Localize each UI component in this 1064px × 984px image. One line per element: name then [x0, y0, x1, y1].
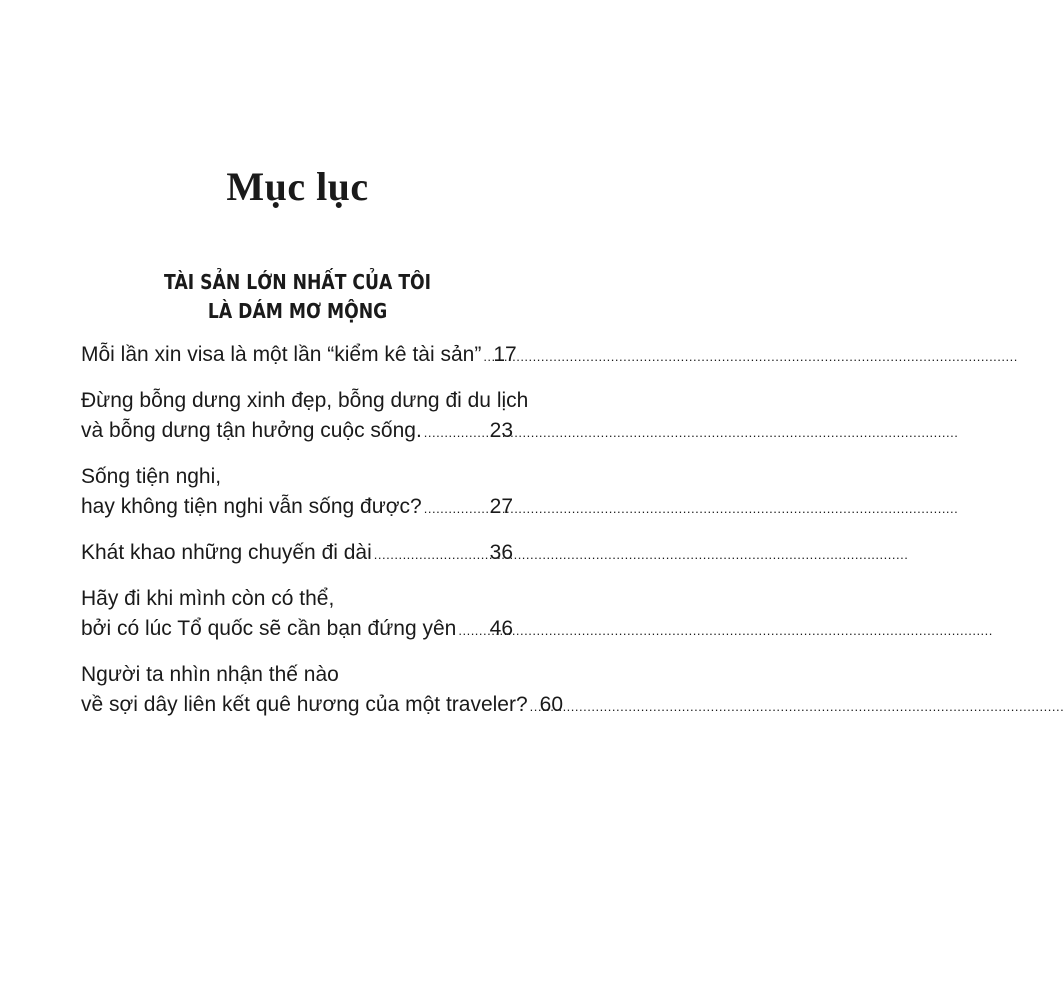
- toc-line: [81, 538, 513, 570]
- toc-entry[interactable]: [81, 584, 513, 646]
- section-title-line-2: LÀ DÁM MƠ MỘNG: [207, 299, 388, 323]
- toc-entry[interactable]: [81, 538, 513, 570]
- section-title-line-1: TÀI SẢN LỚN NHẤT CỦA TÔI: [164, 270, 432, 294]
- toc-entry-text: bởi có lúc Tổ quốc sẽ cần bạn đứng yên: [81, 617, 457, 640]
- toc-entry-text: Hãy đi khi mình còn có thể,: [81, 587, 335, 610]
- toc-entry-text: Đừng bỗng dưng xinh đẹp, bỗng dưng đi du lịch: [81, 389, 529, 412]
- toc-page-number: 36: [489, 541, 513, 564]
- dot-leader: [530, 692, 538, 722]
- toc-page-number: 17: [493, 343, 517, 366]
- table-of-contents: [81, 340, 564, 736]
- toc-entry-text: Khát khao những chuyến đi dài: [81, 541, 372, 564]
- toc-page-number: 23: [489, 419, 513, 442]
- toc-entry[interactable]: [81, 340, 517, 372]
- dot-leader: [483, 342, 491, 372]
- section-title: [42, 268, 554, 326]
- toc-line: [81, 386, 529, 416]
- toc-line: [81, 340, 517, 372]
- dot-leader: [458, 616, 487, 646]
- toc-entry-text: Người ta nhìn nhận thế nào: [81, 663, 339, 686]
- toc-line: [81, 416, 513, 448]
- toc-line: [81, 492, 513, 524]
- toc-entry[interactable]: [81, 660, 564, 722]
- toc-line: [81, 462, 513, 492]
- page-title: Mục lục: [226, 164, 369, 209]
- toc-entry-text: về sợi dây liên kết quê hương của một traveler?: [81, 693, 528, 716]
- dot-leader: [424, 418, 488, 448]
- toc-entry[interactable]: [81, 386, 529, 448]
- toc-entry[interactable]: [81, 462, 513, 524]
- toc-page-number: 60: [539, 693, 564, 716]
- toc-entry-text: và bỗng dưng tận hưởng cuộc sống.: [81, 419, 422, 442]
- dot-leader: [424, 494, 488, 524]
- toc-page-number: 27: [489, 495, 513, 518]
- toc-line: [81, 614, 513, 646]
- toc-line: [81, 690, 564, 722]
- toc-line: [81, 660, 513, 690]
- toc-entry-text: Sống tiện nghi,: [81, 465, 222, 488]
- page-edge-mark: [0, 448, 4, 458]
- toc-page-number: 46: [489, 617, 513, 640]
- toc-line: [81, 584, 513, 614]
- toc-entry-text: hay không tiện nghi vẫn sống được?: [81, 495, 422, 518]
- dot-leader: [374, 540, 488, 570]
- toc-entry-text: Mỗi lần xin visa là một lần “kiểm kê tài sản”: [81, 343, 482, 366]
